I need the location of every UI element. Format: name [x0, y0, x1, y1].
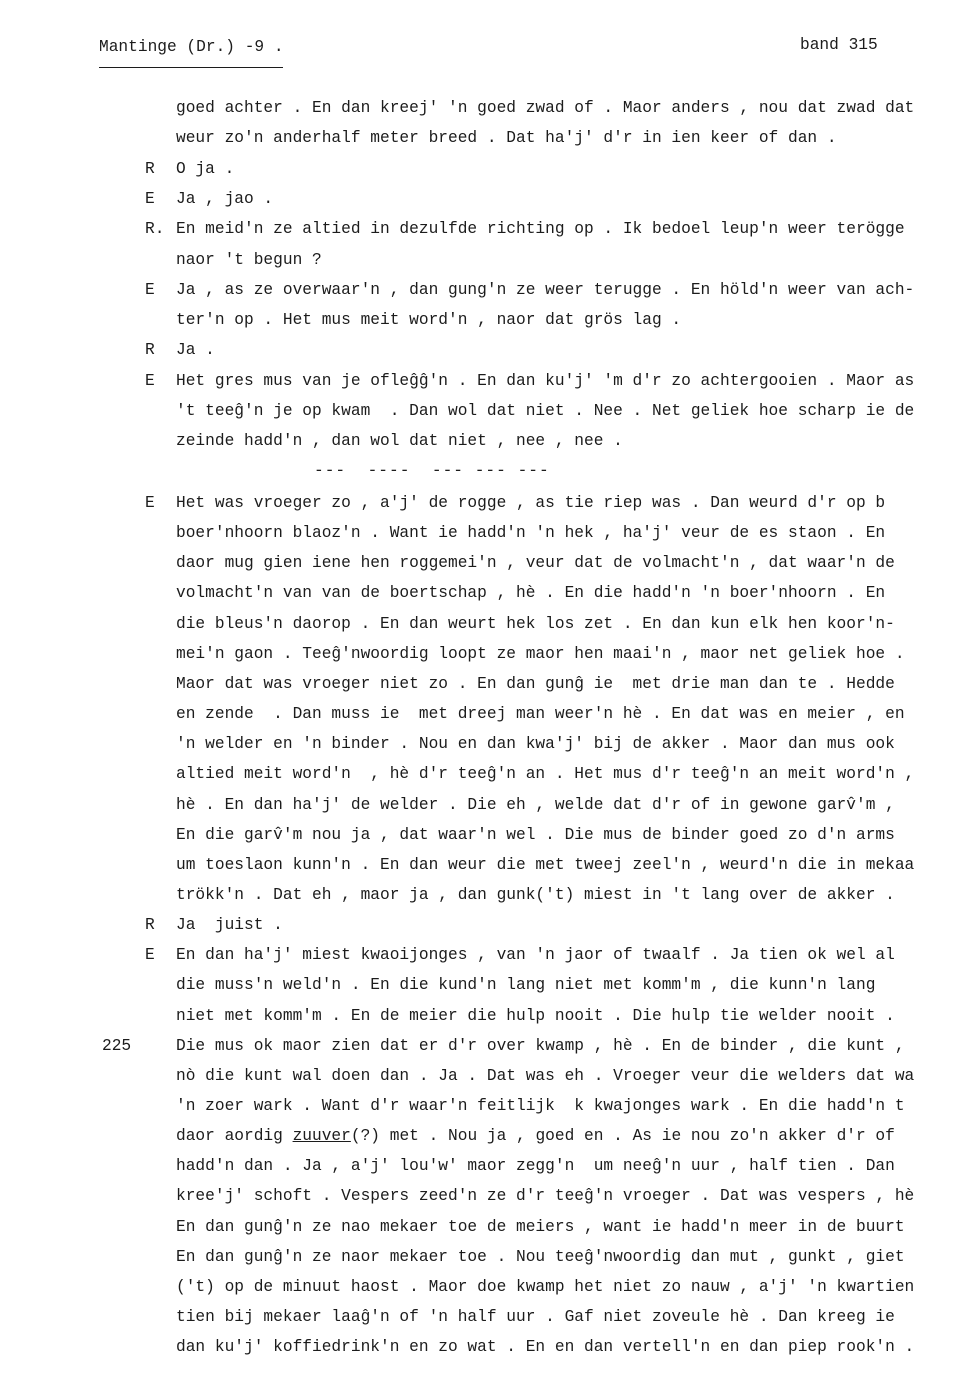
- transcript-line: [0, 675, 979, 699]
- transcript-line: [0, 1097, 979, 1121]
- transcript-line: [0, 1278, 979, 1302]
- line-text: daor aordig zuuver(?) met . Nou ja , goed en . As ie nou zo'n akker d'r of: [176, 1127, 895, 1146]
- line-text: O ja .: [176, 159, 235, 178]
- transcript-line: [0, 402, 979, 426]
- line-text: goed achter . En dan kreej' 'n goed zwad of . Maor anders , nou dat zwad dat: [176, 99, 915, 117]
- line-text: Het gres mus van je ofleĝĝ'n . En dan ku'j' 'm d'r zo achtergooien . Maor as: [176, 371, 915, 390]
- speaker-label: R.: [145, 220, 165, 239]
- line-text: mei'n gaon . Teeĝ'nwoordig loopt ze maor hen maai'n , maor net geliek hoe .: [176, 644, 905, 663]
- line-text: 't teeĝ'n je op kwam . Dan wol dat niet . Nee . Net geliek hoe scharp ie de: [176, 402, 915, 420]
- line-text: naor 't begun ?: [176, 250, 322, 269]
- transcript-line: [0, 99, 979, 123]
- transcript-line: [0, 524, 979, 548]
- transcript-line: [0, 1007, 979, 1031]
- line-text: En dan ha'j' miest kwaoijonges , van 'n jaor of twaalf . Ja tien ok wel al: [176, 946, 895, 965]
- page-header-title: Mantinge (Dr.) -9 .: [99, 38, 284, 56]
- transcript-line: [0, 645, 979, 669]
- transcript-line: [0, 1037, 979, 1061]
- transcript-line: [0, 341, 979, 365]
- transcript-line: [0, 1187, 979, 1211]
- section-divider: --- ---- --- --- ---: [314, 462, 550, 480]
- transcript-line: [0, 1338, 979, 1362]
- line-text: die bleus'n daorop . En dan weurt hek los zet . En dan kun elk hen koor'n-: [176, 614, 895, 633]
- line-text: hè . En dan ha'j' de welder . Die eh , welde dat d'r of in gewone garv̂'m ,: [176, 795, 895, 814]
- header-underline: [99, 67, 283, 68]
- line-text: nò die kunt wal doen dan . Ja . Dat was eh . Vroeger veur die welders dat wa: [176, 1066, 915, 1085]
- line-text: Ja , jao .: [176, 189, 274, 208]
- transcript-line: [0, 976, 979, 1000]
- line-text: kree'j' schoft . Vespers zeed'n ze d'r teeĝ'n vroeger . Dat was vespers , hè: [176, 1187, 915, 1206]
- line-text: altied meit word'n , hè d'r teeĝ'n an . Het mus d'r teeĝ'n an meit word'n ,: [176, 765, 915, 784]
- line-text: daor mug gien iene hen roggemei'n , veur dat de volmacht'n , dat waar'n de: [176, 554, 895, 573]
- line-text: Maor dat was vroeger niet zo . En dan gunĝ ie met drie man dan te . Hedde: [176, 674, 895, 693]
- line-text: En dan gunĝ'n ze nao mekaer toe de meiers , want ie hadd'n meer in de buurt: [176, 1217, 905, 1236]
- transcript-line: [0, 251, 979, 275]
- line-text: ter'n op . Het mus meit word'n , naor dat grös lag .: [176, 311, 682, 330]
- transcript-line: [0, 705, 979, 729]
- transcript-line: [0, 735, 979, 759]
- line-text: ('t) op de minuut haost . Maor doe kwamp het niet zo nauw , a'j' 'n kwartien: [176, 1277, 915, 1296]
- transcript-line: [0, 129, 979, 153]
- line-text: trökk'n . Dat eh , maor ja , dan gunk('t) miest in 't lang over de akker .: [176, 885, 895, 904]
- line-text: dan ku'j' koffiedrink'n en zo wat . En en dan vertell'n en dan piep rook'n .: [176, 1338, 915, 1357]
- transcript-line: [0, 311, 979, 335]
- transcript-line: [0, 160, 979, 184]
- line-text: en zende . Dan muss ie met dreej man weer'n hè . En dat was en meier , en: [176, 705, 905, 724]
- line-text: um toeslaon kunn'n . En dan weur die met tweej zeel'n , weurd'n die in mekaa: [176, 855, 915, 874]
- underlined-word: zuuver: [292, 1127, 351, 1146]
- transcript-line: [0, 946, 979, 970]
- line-text: die muss'n weld'n . En die kund'n lang niet met komm'm , die kunn'n lang: [176, 976, 876, 995]
- page-header-band: band 315: [800, 36, 878, 54]
- transcript-line: [0, 494, 979, 518]
- transcript-line: [0, 1127, 979, 1151]
- speaker-label: E: [145, 280, 155, 299]
- line-text: Ja juist .: [176, 916, 283, 935]
- transcript-line: [0, 796, 979, 820]
- transcript-line: [0, 584, 979, 608]
- line-text: Ja , as ze overwaar'n , dan gung'n ze weer terugge . En höld'n weer van ach-: [176, 280, 915, 299]
- line-text: tien bij mekaer laaĝ'n of 'n half uur . Gaf niet zoveule hè . Dan kreeg ie: [176, 1308, 895, 1327]
- line-number: 225: [102, 1036, 132, 1055]
- speaker-label: R: [145, 159, 155, 178]
- line-text: En dan gunĝ'n ze naor mekaer toe . Nou teeĝ'nwoordig dan mut , gunkt , giet: [176, 1247, 905, 1266]
- line-text: En die garv̂'m nou ja , dat waar'n wel . Die mus de binder goed zo d'n arms: [176, 825, 895, 844]
- transcript-line: [0, 765, 979, 789]
- transcript-line: [0, 190, 979, 214]
- speaker-label: E: [145, 189, 155, 208]
- transcript-line: [0, 1067, 979, 1091]
- transcript-line: [0, 1218, 979, 1242]
- transcript-line: [0, 1248, 979, 1272]
- transcript-line: [0, 916, 979, 940]
- line-text: Die mus ok maor zien dat er d'r over kwamp , hè . En de binder , die kunt ,: [176, 1036, 905, 1055]
- transcript-line: [0, 220, 979, 244]
- transcript-line: [0, 826, 979, 850]
- speaker-label: E: [145, 494, 155, 512]
- transcript-line: [0, 856, 979, 880]
- transcript-line: [0, 615, 979, 639]
- line-text: Het was vroeger zo , a'j' de rogge , as tie riep was . Dan weurd d'r op b: [176, 494, 886, 512]
- speaker-label: E: [145, 371, 155, 390]
- transcript-line: [0, 1157, 979, 1181]
- speaker-label: R: [145, 341, 155, 360]
- line-text: volmacht'n van van de boertschap , hè . En die hadd'n 'n boer'nhoorn . En: [176, 584, 886, 603]
- line-text: boer'nhoorn blaoz'n . Want ie hadd'n 'n hek , ha'j' veur de es staon . En: [176, 524, 886, 543]
- line-text: En meid'n ze altied in dezulfde richting op . Ik bedoel leup'n weer terögge: [176, 220, 905, 239]
- line-text: zeinde hadd'n , dan wol dat niet , nee , nee .: [176, 432, 623, 451]
- line-text: 'n welder en 'n binder . Nou en dan kwa'j' bij de akker . Maor dan mus ook: [176, 735, 895, 754]
- transcript-line: [0, 372, 979, 396]
- line-text: 'n zoer wark . Want d'r waar'n feitlijk k kwajonges wark . En die hadd'n t: [176, 1097, 905, 1115]
- transcript-line: [0, 554, 979, 578]
- transcript-line: [0, 281, 979, 305]
- line-text: weur zo'n anderhalf meter breed . Dat ha'j' d'r in ien keer of dan .: [176, 129, 837, 148]
- speaker-label: R: [145, 916, 155, 935]
- line-text: hadd'n dan . Ja , a'j' lou'w' maor zegg'n um neeĝ'n uur , half tien . Dan: [176, 1157, 895, 1176]
- transcript-line: [0, 432, 979, 456]
- speaker-label: E: [145, 946, 155, 965]
- line-text: niet met komm'm . En de meier die hulp nooit . Die hulp tie welder nooit .: [176, 1006, 895, 1025]
- transcript-line: [0, 1308, 979, 1332]
- line-text: Ja .: [176, 341, 215, 360]
- transcript-line: [0, 886, 979, 910]
